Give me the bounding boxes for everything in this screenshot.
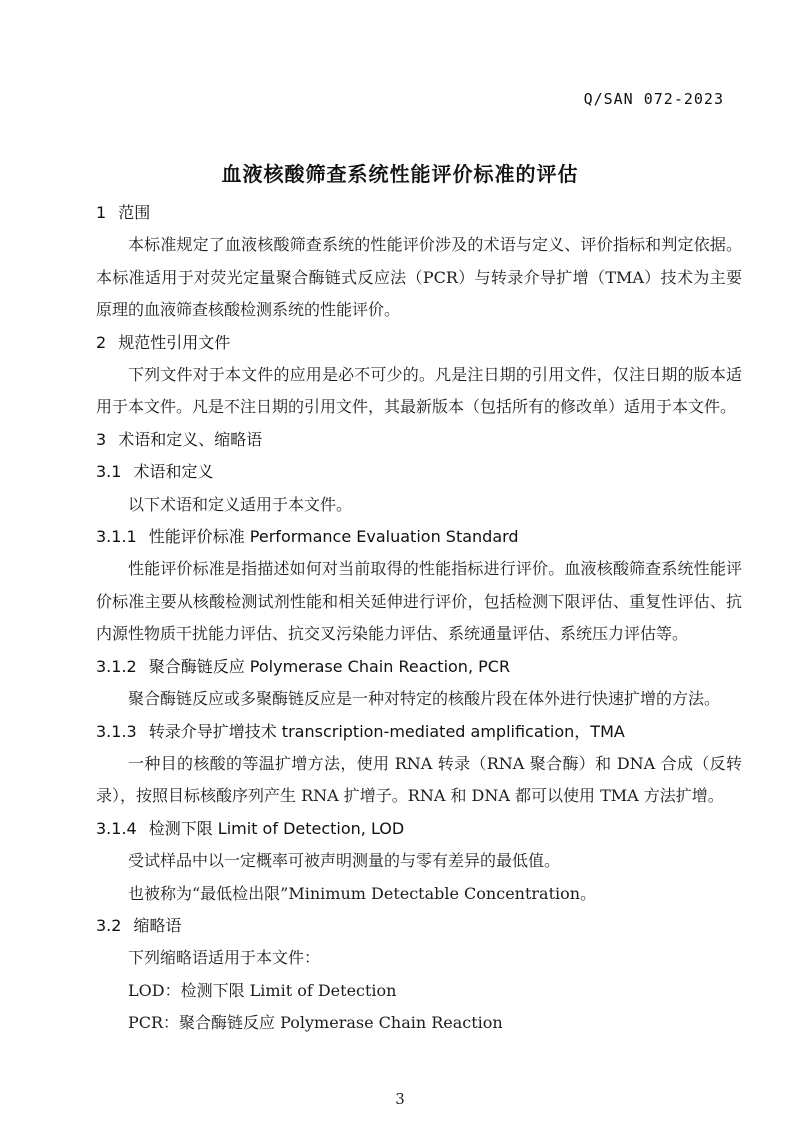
page-title: 血液核酸筛查系统性能评价标准的评估 [221,162,579,186]
heading-number: 3.1.4 [96,818,137,838]
document-body [96,197,742,1040]
paragraph: 下列缩略语适用于本文件： [128,948,321,968]
heading-number: 3.1.1 [96,527,137,547]
heading-text: 术语和定义 [133,462,214,482]
paragraph: 性能评价标准是指描述如何对当前取得的性能指标进行评价。血液核酸筛查系统性能评价标准主要从核酸检测试剂性能和相关延伸进行评价，包括检测下限评估、重复性评估、抗内源性物质干扰能力评估、抗交叉污染能力评估、系统通量评估、系统压力评估等。 [96,559,742,644]
section-heading-3.1 [96,456,742,488]
section-heading-3.2 [96,910,742,942]
paragraph: 聚合酶链反应或多聚酶链反应是一种对特定的核酸片段在体外进行快速扩增的方法。 [128,689,721,709]
heading-number: 3.1.2 [96,656,137,676]
paragraph: PCR：聚合酶链反应 Polymerase Chain Reaction [128,1013,503,1033]
paragraph: 一种目的核酸的等温扩增方法，使用 RNA 转录（RNA 聚合酶）和 DNA 合成（反转录），按照目标核酸序列产生 RNA 扩增子。RNA 和 DNA 都可以使用 TMA 方法扩增。 [96,753,742,806]
heading-text: 检测下限 Limit of Detection, LOD [148,818,405,838]
heading-number: 3.1 [96,462,122,482]
heading-text: 规范性引用文件 [118,332,231,352]
section-heading-3 [96,424,742,456]
section-heading-2 [96,327,742,359]
heading-text: 转录介导扩增技术 transcription-mediated amplification，TMA [148,721,625,741]
paragraph: 受试样品中以一定概率可被声明测量的与零有差异的最低值。 [128,851,561,871]
heading-text: 聚合酶链反应 Polymerase Chain Reaction, PCR [148,656,511,676]
heading-text: 缩略语 [133,915,182,935]
heading-text: 性能评价标准 Performance Evaluation Standard [148,527,519,547]
paragraph: 也被称为“最低检出限”Minimum Detectable Concentration。 [128,883,597,903]
document-code-header: Q/SAN 072-2023 [583,90,724,108]
heading-text: 范围 [118,203,151,222]
section-heading-3.1.1 [96,521,742,553]
heading-number: 3.1.3 [96,721,137,741]
paragraph: 以下术语和定义适用于本文件。 [128,494,353,514]
heading-number: 2 [96,332,107,352]
paragraph: 下列文件对于本文件的应用是必不可少的。凡是注日期的引用文件，仅注日期的版本适用于本文件。凡是不注日期的引用文件，其最新版本（包括所有的修改单）适用于本文件。 [96,365,742,417]
section-heading-3.1.2 [96,651,742,683]
section-heading-3.1.4 [96,813,742,845]
page-number: 3 [395,1090,405,1108]
section-heading-1 [96,197,742,229]
heading-number: 1 [96,203,107,222]
heading-number: 3.2 [96,915,122,935]
section-heading-3.1.3 [96,716,742,748]
paragraph: 本标准规定了血液核酸筛查系统的性能评价涉及的术语与定义、评价指标和判定依据。本标准适用于对荧光定量聚合酶链式反应法（PCR）与转录介导扩增（TMA）技术为主要原理的血液筛查核酸检测系统的性能评价。 [96,235,742,320]
heading-number: 3 [96,429,107,449]
paragraph: LOD：检测下限 Limit of Detection [128,980,397,1000]
heading-text: 术语和定义、缩略语 [118,429,263,449]
